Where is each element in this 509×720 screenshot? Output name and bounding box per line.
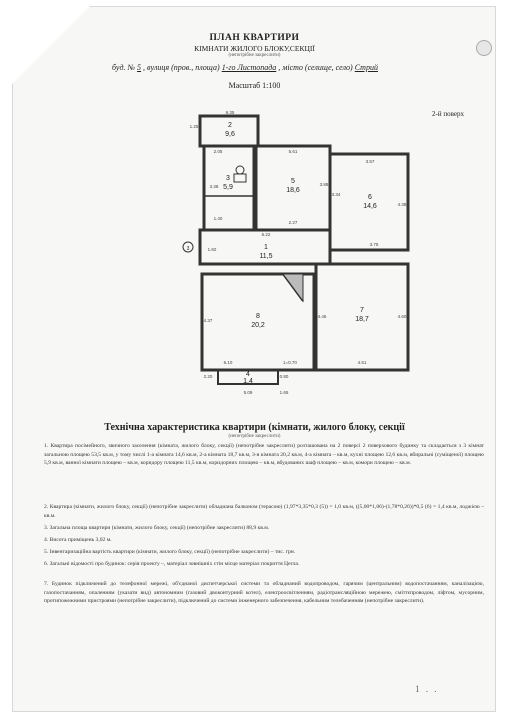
room-2-id: 2 bbox=[228, 122, 232, 129]
dim-4: 3.38 bbox=[209, 184, 219, 189]
dim-8: 2.27 bbox=[288, 220, 298, 225]
scale-label: Масштаб 1:100 bbox=[228, 81, 281, 90]
dim-20: 2.20 bbox=[203, 374, 213, 379]
stair-marker-number: 3 bbox=[186, 246, 190, 252]
tech-paragraph-2: 2. Квартира (кімнати, жилого блоку, секції) (непотрібне закреслити) обладнана балконом (терасою) (1,97*3,35*0,3 (5)) = 1,0 кв.м, ((5,00*1,06)-(1,78*0,26))*0,5 (6) = 1,4 кв.м, лоджією – кв.м. bbox=[44, 504, 484, 519]
dim-7: 3.88 bbox=[319, 182, 329, 187]
tech-title: Технічна характеристика квартири (кімнати, жилого блоку, секції bbox=[104, 422, 405, 433]
dim-9: 4.38 bbox=[397, 202, 407, 207]
dim-12: 3.75 bbox=[369, 242, 379, 247]
room-labels bbox=[187, 122, 377, 385]
toilet-fixture bbox=[236, 166, 244, 174]
tech-paragraph-3: 3. Загальна площа квартири (кімнати, жилого блоку, секції) (непотрібне закреслити) 88,9 кв.м. bbox=[44, 525, 270, 531]
address-mid: , вулиця (пров., площа) bbox=[141, 63, 222, 72]
address-prefix: буд. № bbox=[112, 63, 138, 72]
address-line bbox=[112, 63, 378, 72]
dim-10: 3.34 bbox=[331, 192, 341, 197]
footer-mark: 1 . . bbox=[415, 684, 439, 694]
room-6-walls bbox=[330, 154, 408, 250]
room-4-area: 1,4 bbox=[243, 378, 253, 385]
tech-paragraph-6: 6. Загальні відомості про будинок: серія проекту –, матеріал зовнішніх стін місце матеріал покриття Цегла. bbox=[44, 561, 300, 567]
room-7-id: 7 bbox=[360, 307, 364, 314]
dim-11: 6.22 bbox=[261, 232, 271, 237]
room-5-area: 18,6 bbox=[286, 187, 300, 194]
room-1-area: 11,5 bbox=[259, 253, 273, 260]
dim-22: 0.80 bbox=[279, 374, 289, 379]
address-mid2: , місто (селище, село) bbox=[276, 63, 355, 72]
room-6-area: 14,6 bbox=[363, 203, 377, 210]
tech-paragraph-4: 4. Висота приміщень 3,02 м. bbox=[44, 537, 112, 543]
street-name: 1-го Листопада bbox=[221, 63, 277, 72]
room-8-area: 20,2 bbox=[251, 322, 265, 329]
tech-note: (непотрібне закреслити) bbox=[228, 434, 281, 439]
room-1-id: 1 bbox=[264, 244, 268, 251]
room-7-area: 18,7 bbox=[355, 316, 369, 323]
dim-6: 1.40 bbox=[213, 216, 223, 221]
dim-18: 1=0.70 bbox=[283, 360, 297, 365]
dim-17: 6.10 bbox=[223, 360, 233, 365]
room-4-id: 4 bbox=[246, 371, 250, 378]
sink-fixture bbox=[234, 174, 246, 182]
room-3-area: 5,9 bbox=[223, 184, 233, 191]
page-title: ПЛАН КВАРТИРИ bbox=[209, 33, 300, 43]
room-5-id: 5 bbox=[291, 178, 295, 185]
dim-0: 9.35 bbox=[225, 110, 235, 115]
dim-16: 4.60 bbox=[397, 314, 407, 319]
floor-plan bbox=[178, 106, 438, 396]
dim-2: 2.05 bbox=[213, 149, 223, 154]
subtitle-note: (непотрібне закреслити) bbox=[228, 53, 281, 58]
dim-21: 5.09 bbox=[243, 390, 253, 395]
room-2-area: 9,6 bbox=[225, 131, 235, 138]
page-subtitle: КІМНАТИ ЖИЛОГО БЛОКУ,СЕКЦІЇ bbox=[194, 44, 315, 53]
dim-23: 1.65 bbox=[279, 390, 289, 395]
floor-label: 2-й поверх bbox=[432, 110, 464, 118]
city-name: Стрий bbox=[354, 63, 378, 72]
tech-paragraph-7: 7. Будинок підключений до телефонної мережі, об'єднаної диспетчерської системи та обладнаний водопроводом, гарячим (центральним) водопостачанням, каналізацією, газопостачанням, опаленням (указати вид) автономним (газовий двоконтурний котел), електроосвітленням, радіотрансляційною мережею, сміттєпроводом, ліфтом, мусорним, протипожежними пристроями (непотрібне закреслити), підключений до системи інженерного забезпечення, кабельним телебаченням (непотрібне закреслити). bbox=[44, 581, 484, 605]
tech-paragraph-5: 5. Інвентаризаційна вартість квартири (кімнати, жилого блоку, секції) (непотрібне закреслити) – тис. грн. bbox=[44, 549, 296, 555]
dim-14: 4.37 bbox=[203, 318, 213, 323]
dim-13: 1.82 bbox=[207, 247, 217, 252]
room-8-id: 8 bbox=[256, 313, 260, 320]
dim-5: 3.57 bbox=[365, 159, 375, 164]
dim-19: 4.51 bbox=[357, 360, 367, 365]
room-6-id: 6 bbox=[368, 194, 372, 201]
house-number: 5 bbox=[137, 63, 142, 72]
plan-walls bbox=[183, 116, 408, 384]
dim-15: 4.46 bbox=[317, 314, 327, 319]
chimney-block bbox=[283, 274, 303, 301]
dim-1: 1.25 bbox=[189, 124, 199, 129]
dim-3: 5.61 bbox=[288, 149, 298, 154]
tech-paragraph-1: 1. Квартира посімейного, звичного заселення (кімната, жилого блоку, секції) (непотрібне закреслити) розташована на 2 поверсі 2 поверхового будинку та складається з 3 кімнат загальною площею 53,5 кв.м, у тому числі 1-а кімната 14,6 кв.м, 2-а кімната 18,7 кв.м, 3-я кімната 20,2 кв.м, 4-а кімната – кв.м, кухні площею 12,6 кв.м, вбиральні (суміщеної) площею 5,9 кв.м, ванної кімнати площею – кв.м, коридору площею 11,5 кв.м, коридорних площею – кв.м, вбудованих шаф площею – кв.м, комори площею – кв.м. bbox=[44, 443, 484, 467]
room-3-id: 3 bbox=[226, 175, 230, 182]
